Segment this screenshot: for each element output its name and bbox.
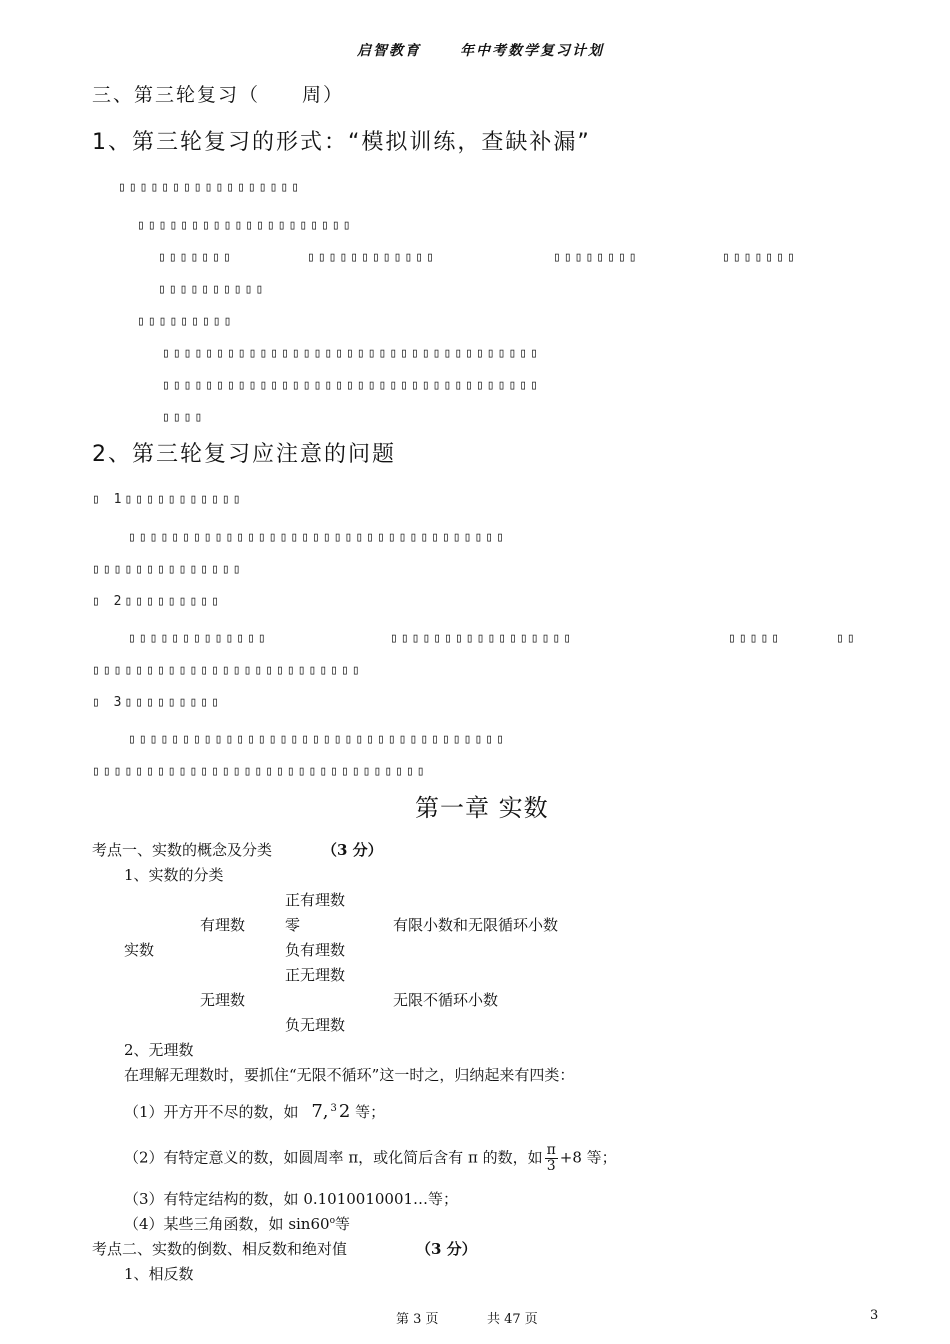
irrational-item-3: （3）有特定结构的数，如 0.1010010001…等； (124, 1190, 459, 1208)
pi-over-3-fraction (545, 1143, 558, 1174)
point-1-heading: 考点一、实数的概念及分类 (92, 841, 273, 859)
point-1-sub2: 2、无理数 (124, 1041, 194, 1059)
part-2-line: ▯ 3▯▯▯▯▯▯▯▯▯ (92, 695, 222, 710)
part-2-line: ▯▯▯▯▯▯▯▯▯▯▯▯▯▯▯▯▯▯▯▯▯▯▯▯▯▯▯▯▯▯▯▯▯▯▯ (128, 732, 507, 747)
part-1-line: ▯▯▯▯▯▯▯ (158, 250, 234, 265)
part-1-line: ▯▯▯▯ (162, 410, 206, 425)
part-1-line: ▯▯▯▯▯▯▯▯ (553, 250, 640, 265)
tree-root: 实数 (124, 941, 155, 959)
tree-negative-irrational: 负无理数 (285, 1016, 346, 1034)
tree-positive-irrational: 正无理数 (285, 966, 346, 984)
point-2-sub1: 1、相反数 (124, 1265, 194, 1283)
part-1-line: ▯▯▯▯▯▯▯▯▯ (137, 314, 235, 329)
tree-positive-rational: 正有理数 (285, 891, 346, 909)
item-1-math-index: 3 (330, 1103, 337, 1114)
part-1-heading: 1、第三轮复习的形式：“模拟训练，查缺补漏” (92, 130, 591, 155)
tree-rational: 有理数 (200, 916, 246, 934)
point-1-sub1: 1、实数的分类 (124, 866, 224, 884)
part-2-heading: 2、第三轮复习应注意的问题 (92, 442, 396, 467)
item-1-math-b: 2 (338, 1101, 351, 1122)
item-4-suffix: 等 (334, 1215, 350, 1233)
part-2-line: ▯▯▯▯▯▯▯▯▯▯▯▯▯▯▯▯▯▯▯▯▯▯▯▯▯▯▯▯▯▯▯ (92, 764, 428, 779)
item-1-math-a: 7 (311, 1101, 323, 1122)
footer-total: 共 47 页 (487, 1312, 538, 1327)
point-2-heading: 考点二、实数的倒数、相反数和绝对值 (92, 1240, 348, 1258)
point-2-score: （3 分） (416, 1240, 477, 1258)
item-2-suffix: +8 等； (559, 1148, 617, 1167)
part-1-line: ▯▯▯▯▯▯▯▯▯▯▯▯▯▯▯▯▯▯▯▯▯▯▯▯▯▯▯▯▯▯▯▯▯▯▯ (162, 378, 541, 393)
part-2-line: ▯▯▯▯▯▯▯▯▯▯▯▯▯▯▯▯▯ (390, 631, 575, 646)
tree-irrational-desc: 无限不循环小数 (393, 991, 499, 1009)
footer-page: 第 3 页 (396, 1312, 439, 1327)
part-1-line: ▯▯▯▯▯▯▯▯▯▯▯▯▯▯▯▯▯▯▯▯ (137, 218, 354, 233)
part-2-line: ▯▯▯▯▯▯▯▯▯▯▯▯▯▯▯▯▯▯▯▯▯▯▯▯▯ (92, 663, 363, 678)
irrational-item-1 (124, 1101, 385, 1122)
item-2-text: （2）有特定意义的数，如圆周率 π，或化简后含有 π 的数，如 (124, 1148, 543, 1167)
item-1-math-sep: , (322, 1101, 329, 1122)
part-2-line: ▯ 2▯▯▯▯▯▯▯▯▯ (92, 594, 222, 609)
irrational-item-2 (124, 1143, 617, 1174)
part-1-line: ▯▯▯▯▯▯▯▯▯▯▯▯ (307, 250, 437, 265)
part-1-line: ▯▯▯▯▯▯▯ (722, 250, 798, 265)
tree-irrational: 无理数 (200, 991, 246, 1009)
part-1-line: ▯▯▯▯▯▯▯▯▯▯▯▯▯▯▯▯▯ (118, 180, 303, 195)
part-2-line: ▯▯ (836, 631, 858, 646)
tree-zero: 零 (285, 916, 301, 934)
irrational-item-4 (124, 1213, 350, 1234)
tree-negative-rational: 负有理数 (285, 941, 346, 959)
part-2-line: ▯▯▯▯▯▯▯▯▯▯▯▯▯▯ (92, 562, 244, 577)
part-2-line: ▯ 1▯▯▯▯▯▯▯▯▯▯▯ (92, 492, 244, 507)
degree-sign: o (329, 1216, 335, 1226)
part-2-line: ▯▯▯▯▯ (728, 631, 783, 646)
part-1-line: ▯▯▯▯▯▯▯▯▯▯▯▯▯▯▯▯▯▯▯▯▯▯▯▯▯▯▯▯▯▯▯▯▯▯▯ (162, 346, 541, 361)
part-1-line: ▯▯▯▯▯▯▯▯▯▯ (158, 282, 267, 297)
fraction-denominator: 3 (546, 1158, 556, 1174)
section-3-heading: 三、第三轮复习（ 周） (92, 84, 345, 106)
tree-rational-desc: 有限小数和无限循环小数 (393, 916, 559, 934)
item-1-suffix: 等； (355, 1103, 386, 1121)
header-title: 年中考数学复习计划 (460, 43, 604, 59)
fraction-numerator: π (546, 1142, 556, 1158)
footer-page-number: 3 (870, 1308, 879, 1323)
part-2-line: ▯▯▯▯▯▯▯▯▯▯▯▯▯▯▯▯▯▯▯▯▯▯▯▯▯▯▯▯▯▯▯▯▯▯▯ (128, 530, 507, 545)
part-2-line: ▯▯▯▯▯▯▯▯▯▯▯▯▯ (128, 631, 269, 646)
point-1-score: （3 分） (322, 841, 383, 859)
header-org: 启智教育 (357, 43, 421, 59)
point-1-intro: 在理解无理数时，要抓住“无限不循环”这一时之，归纳起来有四类： (124, 1066, 575, 1084)
item-4-text: （4）某些三角函数，如 sin60 (124, 1215, 330, 1233)
item-1-text: （1）开方开不尽的数，如 (124, 1103, 299, 1121)
chapter-title: 第一章 实数 (415, 794, 549, 822)
